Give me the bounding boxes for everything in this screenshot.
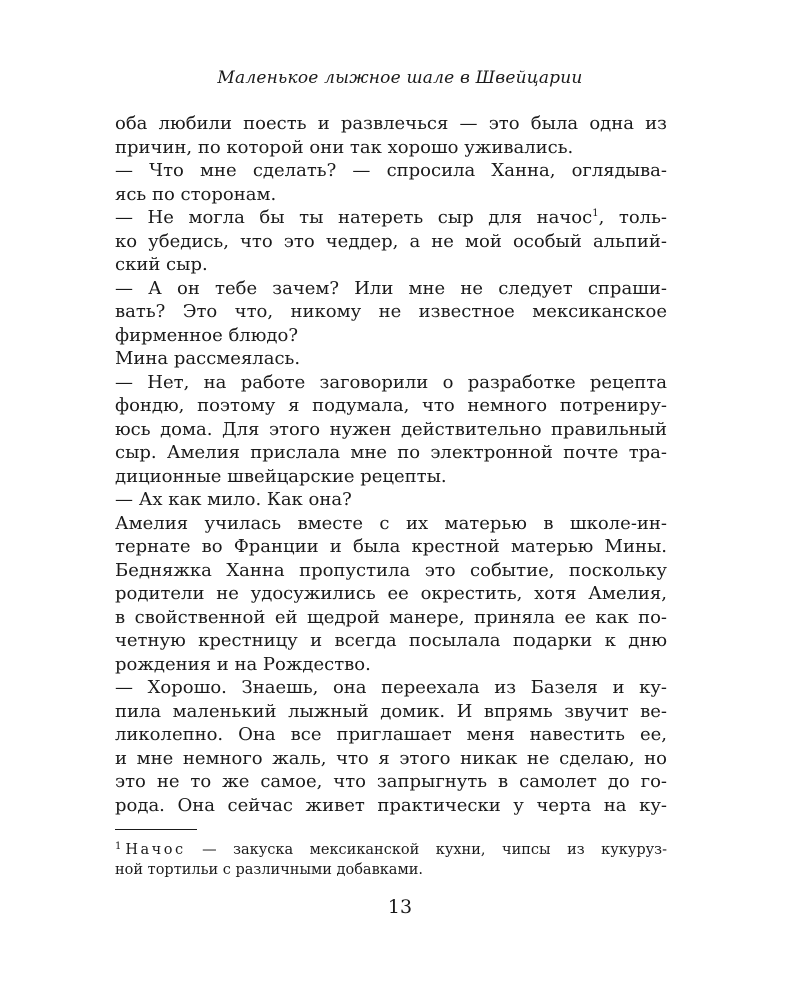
text-line: — Что мне сделать? — спросила Ханна, оглядыва-: [115, 160, 667, 181]
page-number: 13: [387, 896, 413, 918]
text-line: рода. Она сейчас живет практически у черта на ку-: [115, 794, 667, 816]
text-line: оба любили поесть и развлечься — это была одна из: [115, 113, 667, 134]
text-fragment: , толь-: [598, 207, 667, 228]
text-line: [115, 206, 667, 230]
text-line: ясь по сторонам.: [115, 183, 277, 205]
text-line: родители не удосужились ее окрестить, хотя Амелия,: [115, 583, 667, 604]
text-line: — Нет, на работе заговорили о разработке рецепта: [115, 371, 667, 393]
text-line: в свойственной ей щедрой манере, приняла ее как по-: [115, 606, 667, 628]
footnote-line: [115, 840, 667, 860]
running-head: Маленькое лыжное шале в Швейцарии: [217, 68, 583, 88]
text-line: вать? Это что, никому не известное мексиканское: [115, 301, 667, 322]
text-line: рождения и на Рождество.: [115, 653, 371, 675]
text-line: четную крестницу и всегда посылала подарки к дню: [115, 630, 667, 651]
text-fragment: — Не могла бы ты натереть сыр для начос: [115, 207, 593, 228]
footnote-line: ной тортильи с различными добавками.: [115, 862, 424, 878]
text-line: тернате во Франции и была крестной матерью Мины.: [115, 536, 667, 557]
footnote: [115, 840, 667, 880]
text-line: и мне немного жаль, что я этого никак не сделаю, но: [115, 747, 667, 769]
text-line: — А он тебе зачем? Или мне не следует спраши-: [115, 277, 667, 299]
text-line: фондю, поэтому я подумала, что немного потрениру-: [115, 395, 667, 416]
text-line: причин, по которой они так хорошо уживались.: [115, 136, 574, 158]
text-line: юсь дома. Для этого нужен действительно правильный: [115, 418, 667, 440]
text-line: ко убедись, что это чеддер, а не мой особый альпий-: [115, 230, 667, 252]
text-line: пила маленький лыжный домик. И впрямь звучит ве-: [115, 700, 667, 722]
text-line: это не то же самое, что запрыгнуть в самолет до го-: [115, 771, 667, 792]
footnote-text: — закуска мексиканской кухни, чипсы из кукуруз-: [185, 842, 667, 858]
footnote-reference: 1: [592, 208, 599, 219]
text-line: — Ах как мило. Как она?: [115, 489, 352, 510]
footnote-term: Начос: [125, 842, 186, 858]
text-line: Мина рассмеялась.: [115, 348, 301, 369]
text-line: сыр. Амелия прислала мне по электронной почте тра-: [115, 442, 667, 463]
text-line: ский сыр.: [115, 254, 208, 275]
text-line: диционные швейцарские рецепты.: [115, 465, 447, 487]
text-line: ликолепно. Она все приглашает меня навестить ее,: [115, 724, 667, 745]
text-line: Бедняжка Ханна пропустила это событие, поскольку: [115, 559, 667, 581]
body-text: [115, 112, 667, 817]
text-line: — Хорошо. Знаешь, она переехала из Базеля и ку-: [115, 677, 667, 698]
footnote-marker: 1: [115, 841, 122, 852]
footnote-divider: [115, 829, 197, 830]
text-line: фирменное блюдо?: [115, 324, 298, 346]
text-line: Амелия училась вместе с их матерью в школе-ин-: [115, 512, 667, 534]
